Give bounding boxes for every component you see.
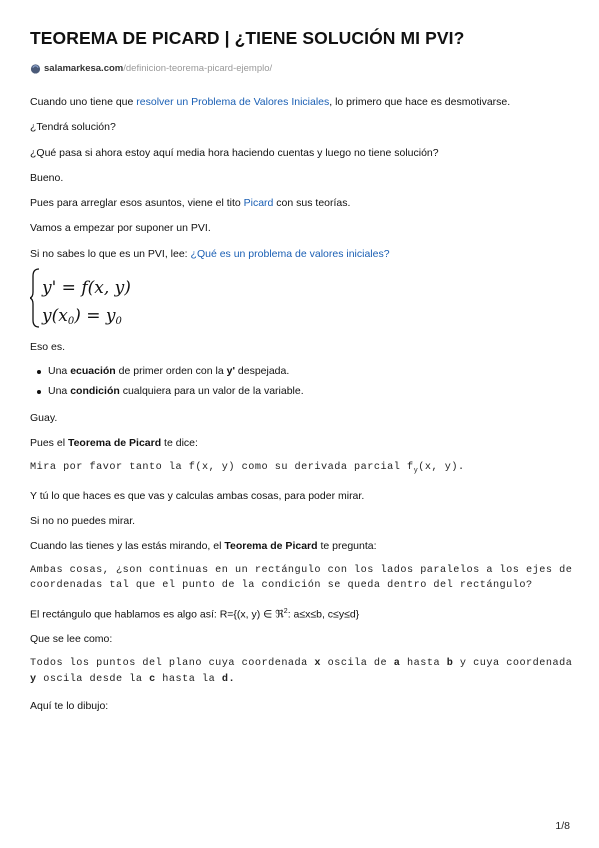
paragraph: Vamos a empezar por suponer un PVI. (30, 222, 211, 234)
paragraph: Si no no puedes mirar. (30, 515, 136, 527)
paragraph: ¿Tendrá solución? (30, 121, 116, 133)
list-item: Una condición cualquiera para un valor de la variable. (30, 385, 304, 405)
paragraph-pvi-link: Si no sabes lo que es un PVI, lee: ¿Qué es un problema de valores iniciales? (30, 248, 390, 260)
pvi-link[interactable]: resolver un Problema de Valores Iniciales (136, 96, 330, 108)
page-title: TEOREMA DE PICARD | ¿TIENE SOLUCIÓN MI PVI? (30, 28, 465, 48)
code-block-picard: Mira por favor tanto la f(x, y) como su derivada parcial $f_y(x$, y). (30, 462, 465, 476)
source-path[interactable]: /definicion-teorema-picard-ejemplo/ (123, 63, 273, 74)
page-number: 1/8 (555, 820, 570, 832)
code-block-reading-line-2: y oscila desde la c hasta la d. (30, 674, 236, 685)
paragraph: Aquí te lo dibujo: (30, 700, 109, 712)
picard-link[interactable]: Picard (243, 197, 274, 209)
paragraph: Y tú lo que haces es que vas y calculas ambas cosas, para poder mirar. (30, 490, 365, 502)
paragraph-rectangulo: El rectángulo que hablamos es algo así: R={(x, y) ∈ ℜ$^2$: a≤x≤b, c≤y≤d} (30, 608, 360, 621)
paragraph-intro: Cuando uno tiene que resolver un Problema de Valores Iniciales, lo primero que hace es desmotivarse. (30, 96, 511, 108)
paragraph: Eso es. (30, 341, 66, 353)
equation-line-1: y' = f(x, y) (42, 278, 131, 298)
paragraph: Bueno. (30, 172, 64, 184)
bullet-list (30, 365, 304, 405)
code-block-question-line-2: coordenadas tal que el punto de la condición se queda dentro del rectángulo? (30, 580, 533, 591)
list-item: Una ecuación de primer orden con la y' despejada. (30, 365, 304, 385)
site-logo-icon (30, 63, 41, 74)
pvi-equation-system (30, 266, 170, 330)
source-domain-link[interactable]: salamarkesa.com (44, 63, 124, 74)
code-block-reading-line-1: Todos los puntos del plano cuya coordenada x oscila de a hasta b y cuya coordenada (30, 658, 573, 669)
equation-line-2: y(x0) = y0 (42, 306, 122, 327)
paragraph-picard: Pues para arreglar esos asuntos, viene el tito Picard con sus teorías. (30, 197, 351, 209)
pvi-definition-link[interactable]: ¿Qué es un problema de valores iniciales? (190, 248, 390, 260)
paragraph: Que se lee como: (30, 633, 113, 645)
paragraph: Guay. (30, 412, 58, 424)
source-line (30, 63, 272, 74)
code-block-question-line-1: Ambas cosas, ¿son continuas en un rectángulo con los lados paralelos a los ejes de (30, 565, 573, 576)
paragraph-pregunta: Cuando las tienes y las estás mirando, el Teorema de Picard te pregunta: (30, 540, 377, 552)
paragraph: ¿Qué pasa si ahora estoy aquí media hora haciendo cuentas y luego no tiene solución? (30, 147, 439, 159)
paragraph-teorema: Pues el Teorema de Picard te dice: (30, 437, 198, 449)
